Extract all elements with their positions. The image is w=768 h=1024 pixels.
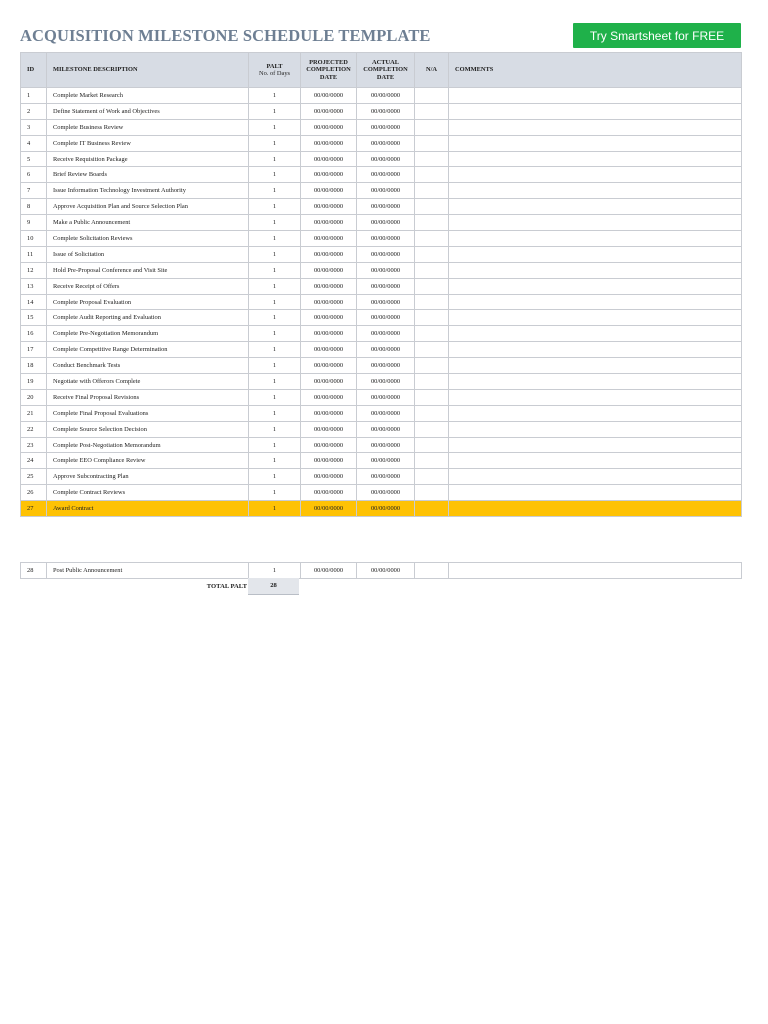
table-row	[21, 199, 742, 215]
cell-comments[interactable]	[449, 215, 742, 231]
cell-id: 18	[21, 358, 47, 374]
cell-actual-date: 00/00/0000	[357, 469, 415, 485]
cell-comments[interactable]	[449, 563, 742, 579]
cell-palt: 1	[249, 294, 301, 310]
cell-na[interactable]	[415, 135, 449, 151]
cell-description: Complete Pre-Negotiation Memorandum	[47, 326, 249, 342]
cell-projected-date: 00/00/0000	[301, 563, 357, 579]
table-row	[21, 294, 742, 310]
cell-comments[interactable]	[449, 342, 742, 358]
table-header-row	[21, 53, 742, 88]
cell-id: 28	[21, 563, 47, 579]
milestone-table	[20, 52, 742, 517]
cell-description: Negotiate with Offerors Complete	[47, 374, 249, 390]
cell-actual-date: 00/00/0000	[357, 215, 415, 231]
cell-id: 3	[21, 119, 47, 135]
cell-na[interactable]	[415, 278, 449, 294]
cell-comments[interactable]	[449, 437, 742, 453]
header-description: MILESTONE DESCRIPTION	[47, 53, 249, 88]
cell-comments[interactable]	[449, 294, 742, 310]
cell-actual-date: 00/00/0000	[357, 563, 415, 579]
cell-description: Conduct Benchmark Tests	[47, 358, 249, 374]
cell-actual-date: 00/00/0000	[357, 342, 415, 358]
cell-palt: 1	[249, 563, 301, 579]
cell-projected-date: 00/00/0000	[301, 151, 357, 167]
cell-na[interactable]	[415, 453, 449, 469]
cell-description: Complete Proposal Evaluation	[47, 294, 249, 310]
header-actual: ACTUAL COMPLETION DATE	[357, 53, 415, 88]
cell-id: 10	[21, 231, 47, 247]
cell-palt: 1	[249, 262, 301, 278]
table-row	[21, 358, 742, 374]
cell-id: 14	[21, 294, 47, 310]
cell-actual-date: 00/00/0000	[357, 485, 415, 501]
cell-comments[interactable]	[449, 485, 742, 501]
cell-na[interactable]	[415, 183, 449, 199]
cell-comments[interactable]	[449, 167, 742, 183]
cell-actual-date: 00/00/0000	[357, 310, 415, 326]
cell-palt: 1	[249, 215, 301, 231]
table-row	[21, 278, 742, 294]
table-row	[21, 215, 742, 231]
cell-id: 15	[21, 310, 47, 326]
cell-projected-date: 00/00/0000	[301, 469, 357, 485]
cell-na[interactable]	[415, 437, 449, 453]
table-row	[21, 119, 742, 135]
cell-na[interactable]	[415, 501, 449, 517]
cell-na[interactable]	[415, 231, 449, 247]
cell-projected-date: 00/00/0000	[301, 485, 357, 501]
cell-projected-date: 00/00/0000	[301, 88, 357, 104]
cell-comments[interactable]	[449, 501, 742, 517]
cell-comments[interactable]	[449, 88, 742, 104]
cell-actual-date: 00/00/0000	[357, 199, 415, 215]
cell-description: Complete Final Proposal Evaluations	[47, 405, 249, 421]
cell-comments[interactable]	[449, 262, 742, 278]
table-row	[21, 437, 742, 453]
cell-description: Complete Contract Reviews	[47, 485, 249, 501]
cell-na[interactable]	[415, 342, 449, 358]
table-row	[21, 231, 742, 247]
cell-projected-date: 00/00/0000	[301, 374, 357, 390]
cell-id: 25	[21, 469, 47, 485]
cell-comments[interactable]	[449, 405, 742, 421]
cell-comments[interactable]	[449, 358, 742, 374]
cell-comments[interactable]	[449, 119, 742, 135]
cell-id: 22	[21, 421, 47, 437]
total-palt-value: 28	[248, 578, 299, 595]
table-row	[21, 326, 742, 342]
cell-na[interactable]	[415, 469, 449, 485]
cell-na[interactable]	[415, 405, 449, 421]
cell-description: Issue of Solicitation	[47, 246, 249, 262]
cell-description: Complete Source Selection Decision	[47, 421, 249, 437]
cell-actual-date: 00/00/0000	[357, 453, 415, 469]
cell-palt: 1	[249, 485, 301, 501]
cell-actual-date: 00/00/0000	[357, 103, 415, 119]
cell-id: 6	[21, 167, 47, 183]
cell-palt: 1	[249, 342, 301, 358]
table-row	[21, 421, 742, 437]
table-row	[21, 374, 742, 390]
page-title: ACQUISITION MILESTONE SCHEDULE TEMPLATE	[20, 26, 431, 45]
cell-palt: 1	[249, 437, 301, 453]
cell-na[interactable]	[415, 215, 449, 231]
cell-comments[interactable]	[449, 326, 742, 342]
cell-id: 17	[21, 342, 47, 358]
table-row	[21, 151, 742, 167]
cell-projected-date: 00/00/0000	[301, 389, 357, 405]
cell-na[interactable]	[415, 389, 449, 405]
cell-na[interactable]	[415, 119, 449, 135]
cell-na[interactable]	[415, 310, 449, 326]
table-row	[21, 262, 742, 278]
table-row	[21, 183, 742, 199]
cell-comments[interactable]	[449, 389, 742, 405]
cell-id: 21	[21, 405, 47, 421]
cell-description: Complete Competitive Range Determination	[47, 342, 249, 358]
cell-comments[interactable]	[449, 374, 742, 390]
cell-id: 4	[21, 135, 47, 151]
cell-projected-date: 00/00/0000	[301, 135, 357, 151]
cell-palt: 1	[249, 183, 301, 199]
cell-actual-date: 00/00/0000	[357, 421, 415, 437]
cell-palt: 1	[249, 374, 301, 390]
cell-projected-date: 00/00/0000	[301, 183, 357, 199]
cell-projected-date: 00/00/0000	[301, 405, 357, 421]
header-palt-sub: No. of Days	[258, 70, 291, 77]
cell-description: Approve Subcontracting Plan	[47, 469, 249, 485]
cell-projected-date: 00/00/0000	[301, 103, 357, 119]
try-smartsheet-button[interactable]: Try Smartsheet for FREE	[573, 23, 741, 48]
cell-comments[interactable]	[449, 310, 742, 326]
table-row	[21, 389, 742, 405]
cell-actual-date: 00/00/0000	[357, 389, 415, 405]
cell-id: 24	[21, 453, 47, 469]
cell-projected-date: 00/00/0000	[301, 453, 357, 469]
cell-description: Complete Solicitation Reviews	[47, 231, 249, 247]
cell-description: Make a Public Announcement	[47, 215, 249, 231]
header-na: N/A	[415, 53, 449, 88]
cell-comments[interactable]	[449, 151, 742, 167]
cell-actual-date: 00/00/0000	[357, 119, 415, 135]
cell-id: 9	[21, 215, 47, 231]
cell-comments[interactable]	[449, 199, 742, 215]
cell-na[interactable]	[415, 563, 449, 579]
cell-id: 26	[21, 485, 47, 501]
cell-projected-date: 00/00/0000	[301, 199, 357, 215]
cell-id: 12	[21, 262, 47, 278]
cell-projected-date: 00/00/0000	[301, 501, 357, 517]
cell-actual-date: 00/00/0000	[357, 358, 415, 374]
cell-projected-date: 00/00/0000	[301, 342, 357, 358]
cell-na[interactable]	[415, 358, 449, 374]
table-row	[21, 135, 742, 151]
cell-description: Complete Business Review	[47, 119, 249, 135]
cell-actual-date: 00/00/0000	[357, 246, 415, 262]
cell-description: Post Public Announcement	[47, 563, 249, 579]
cell-description: Receive Requisition Package	[47, 151, 249, 167]
cell-projected-date: 00/00/0000	[301, 119, 357, 135]
cell-palt: 1	[249, 199, 301, 215]
cell-na[interactable]	[415, 421, 449, 437]
cell-projected-date: 00/00/0000	[301, 358, 357, 374]
cell-id: 1	[21, 88, 47, 104]
cell-projected-date: 00/00/0000	[301, 326, 357, 342]
table-row	[21, 563, 742, 579]
cell-actual-date: 00/00/0000	[357, 167, 415, 183]
cell-palt: 1	[249, 119, 301, 135]
cell-comments[interactable]	[449, 421, 742, 437]
cell-palt: 1	[249, 358, 301, 374]
cell-description: Define Statement of Work and Objectives	[47, 103, 249, 119]
table-row	[21, 469, 742, 485]
cell-id: 23	[21, 437, 47, 453]
table-row	[21, 405, 742, 421]
cell-comments[interactable]	[449, 246, 742, 262]
table-row	[21, 103, 742, 119]
cell-na[interactable]	[415, 246, 449, 262]
cell-description: Brief Review Boards	[47, 167, 249, 183]
cell-palt: 1	[249, 326, 301, 342]
cell-id: 19	[21, 374, 47, 390]
cell-id: 7	[21, 183, 47, 199]
cell-comments[interactable]	[449, 453, 742, 469]
cell-id: 11	[21, 246, 47, 262]
total-palt-label: TOTAL PALT	[206, 583, 247, 590]
cell-palt: 1	[249, 167, 301, 183]
cell-id: 20	[21, 389, 47, 405]
header-id: ID	[21, 53, 47, 88]
cell-comments[interactable]	[449, 231, 742, 247]
header-palt-label: PALT	[266, 62, 283, 70]
cell-actual-date: 00/00/0000	[357, 135, 415, 151]
cell-comments[interactable]	[449, 103, 742, 119]
table-row	[21, 167, 742, 183]
cell-projected-date: 00/00/0000	[301, 421, 357, 437]
cell-palt: 1	[249, 501, 301, 517]
cell-actual-date: 00/00/0000	[357, 278, 415, 294]
cell-description: Receive Final Proposal Revisions	[47, 389, 249, 405]
table-row-highlighted	[21, 501, 742, 517]
cell-id: 5	[21, 151, 47, 167]
cell-actual-date: 00/00/0000	[357, 262, 415, 278]
header-comments: COMMENTS	[449, 53, 742, 88]
cell-actual-date: 00/00/0000	[357, 183, 415, 199]
cell-palt: 1	[249, 278, 301, 294]
cell-description: Issue Information Technology Investment Authority	[47, 183, 249, 199]
table-row	[21, 453, 742, 469]
cell-na[interactable]	[415, 88, 449, 104]
cell-na[interactable]	[415, 294, 449, 310]
cell-comments[interactable]	[449, 135, 742, 151]
table-row	[21, 88, 742, 104]
cell-palt: 1	[249, 389, 301, 405]
cell-palt: 1	[249, 310, 301, 326]
cell-id: 27	[21, 501, 47, 517]
cell-description: Receive Receipt of Offers	[47, 278, 249, 294]
cell-palt: 1	[249, 405, 301, 421]
cell-description: Hold Pre-Proposal Conference and Visit Site	[47, 262, 249, 278]
cell-projected-date: 00/00/0000	[301, 278, 357, 294]
cell-projected-date: 00/00/0000	[301, 167, 357, 183]
table-row	[21, 246, 742, 262]
cell-actual-date: 00/00/0000	[357, 231, 415, 247]
cell-comments[interactable]	[449, 469, 742, 485]
cell-na[interactable]	[415, 485, 449, 501]
header-projected: PROJECTED COMPLETION DATE	[301, 53, 357, 88]
cell-actual-date: 00/00/0000	[357, 374, 415, 390]
cell-comments[interactable]	[449, 183, 742, 199]
cell-comments[interactable]	[449, 278, 742, 294]
cell-description: Complete Post-Negotiation Memorandum	[47, 437, 249, 453]
cell-projected-date: 00/00/0000	[301, 231, 357, 247]
cell-description: Approve Acquisition Plan and Source Selection Plan	[47, 199, 249, 215]
cell-description: Complete EEO Compliance Review	[47, 453, 249, 469]
cell-projected-date: 00/00/0000	[301, 310, 357, 326]
cell-na[interactable]	[415, 199, 449, 215]
cell-palt: 1	[249, 151, 301, 167]
cell-palt: 1	[249, 103, 301, 119]
cell-actual-date: 00/00/0000	[357, 294, 415, 310]
cell-projected-date: 00/00/0000	[301, 215, 357, 231]
cell-na[interactable]	[415, 374, 449, 390]
post-award-table	[20, 562, 742, 579]
cell-projected-date: 00/00/0000	[301, 262, 357, 278]
cell-description: Complete IT Business Review	[47, 135, 249, 151]
cell-projected-date: 00/00/0000	[301, 246, 357, 262]
cell-palt: 1	[249, 469, 301, 485]
cell-actual-date: 00/00/0000	[357, 326, 415, 342]
cell-na[interactable]	[415, 103, 449, 119]
cell-na[interactable]	[415, 326, 449, 342]
cell-id: 16	[21, 326, 47, 342]
cell-palt: 1	[249, 246, 301, 262]
cell-palt: 1	[249, 135, 301, 151]
cell-palt: 1	[249, 88, 301, 104]
cell-description: Award Contract	[47, 501, 249, 517]
cell-na[interactable]	[415, 262, 449, 278]
cell-description: Complete Audit Reporting and Evaluation	[47, 310, 249, 326]
cell-actual-date: 00/00/0000	[357, 501, 415, 517]
cell-actual-date: 00/00/0000	[357, 88, 415, 104]
cell-description: Complete Market Research	[47, 88, 249, 104]
cell-id: 2	[21, 103, 47, 119]
cell-actual-date: 00/00/0000	[357, 405, 415, 421]
table-row	[21, 485, 742, 501]
cell-projected-date: 00/00/0000	[301, 437, 357, 453]
table-row	[21, 310, 742, 326]
cell-actual-date: 00/00/0000	[357, 151, 415, 167]
cell-id: 13	[21, 278, 47, 294]
cell-palt: 1	[249, 421, 301, 437]
header-palt	[249, 53, 301, 88]
cell-palt: 1	[249, 453, 301, 469]
table-row	[21, 342, 742, 358]
cell-palt: 1	[249, 231, 301, 247]
cell-id: 8	[21, 199, 47, 215]
cell-na[interactable]	[415, 167, 449, 183]
cell-actual-date: 00/00/0000	[357, 437, 415, 453]
cell-na[interactable]	[415, 151, 449, 167]
cell-projected-date: 00/00/0000	[301, 294, 357, 310]
